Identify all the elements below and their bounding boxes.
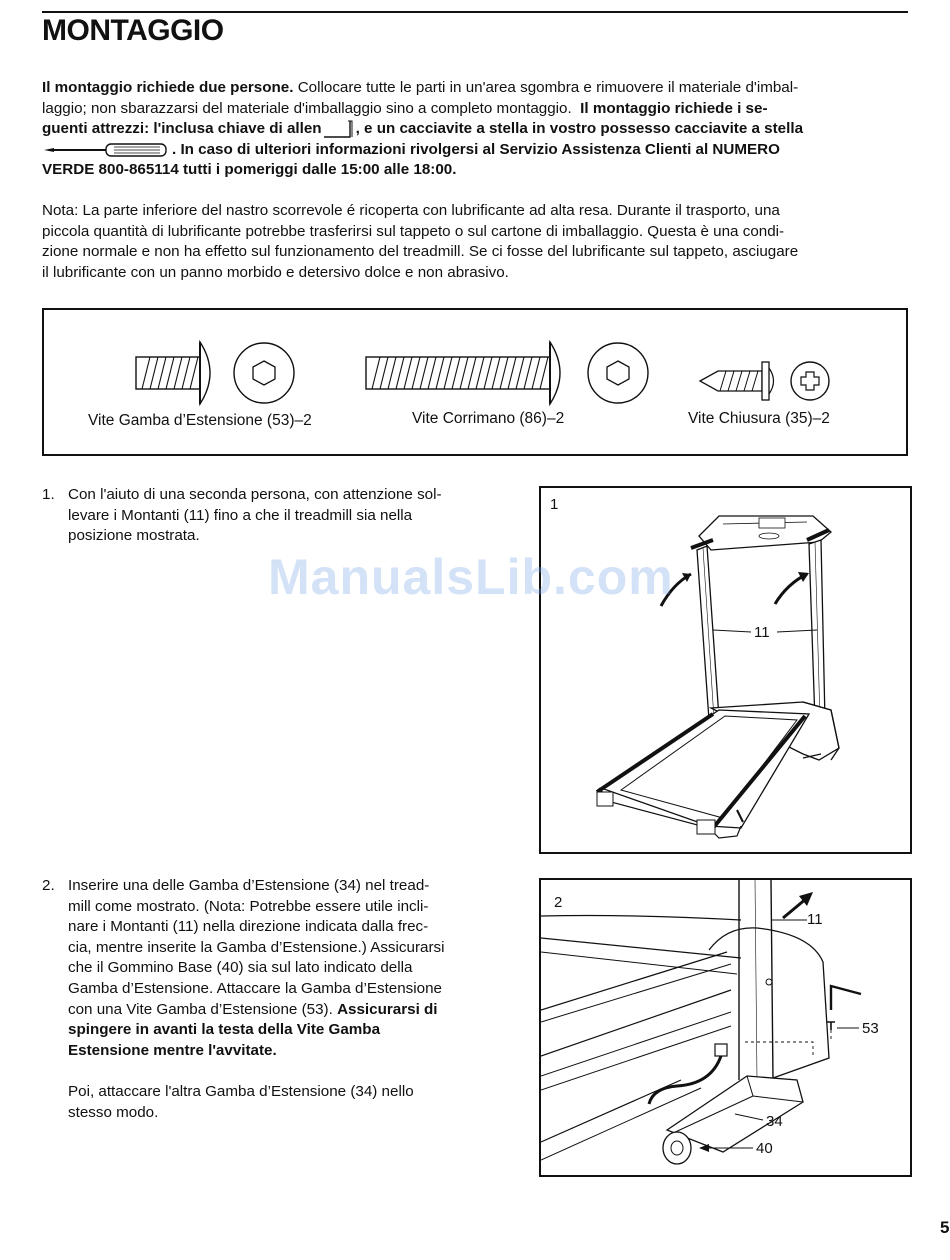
callout-11: 11 <box>754 624 770 641</box>
intro-bold-3: guenti attrezzi: l'inclusa chiave di allen <box>42 120 322 138</box>
nota-line: il lubrificante con un panno morbido e detersivo dolce e non abrasivo. <box>42 263 509 281</box>
figure-number: 2 <box>554 894 563 911</box>
step-2-text <box>42 876 502 1126</box>
step-line: Gamba d’Estensione. Attaccare la Gamba d’Estensione <box>68 979 442 997</box>
top-rule <box>42 11 908 13</box>
intro-text-1: Collocare tutte le parti in un'area sgombra e rimuovere il materiale d'imbal- <box>293 79 799 96</box>
intro-bold-4: , e un cacciavite a stella in vostro possesso cacciavite a stella <box>355 120 804 138</box>
step-bold: Assicurarsi di <box>337 1000 438 1018</box>
phillips-screwdriver-icon <box>42 141 172 159</box>
step-line: nare i Montanti (11) nella direzione indicata dalla frec- <box>68 918 429 936</box>
step-line: con una Vite Gamba d’Estensione (53). <box>68 1000 333 1018</box>
intro-bold-2: Il montaggio richiede i se- <box>580 99 768 117</box>
intro-text-2: laggio; non sbarazzarsi del materiale d'imballaggio sino a completo montaggio. <box>42 99 572 117</box>
nota-line: piccola quantità di lubrificante potrebbe trasferirsi sul tappeto o sul cartone di imballaggio. Questa è una condi- <box>42 222 785 240</box>
phillips-screw-icon <box>696 358 836 404</box>
step-bold: spingere in avanti la testa della Vite Gamba <box>68 1021 381 1039</box>
nota-line: Nota: La parte inferiore del nastro scorrevole é ricoperta con lubrificante ad alta resa. Durante il trasporto, una <box>42 202 780 219</box>
intro-bold-6: VERDE 800-865114 tutti i pomeriggi dalle 15:00 alle 18:00. <box>42 161 457 179</box>
step-line: Inserire una delle Gamba d’Estensione (34) nel tread- <box>68 877 430 894</box>
page-title: MONTAGGIO <box>42 14 224 47</box>
callout-53: 53 <box>862 1020 879 1037</box>
intro-paragraph <box>42 78 908 181</box>
figure-2 <box>539 878 912 1177</box>
step-1-text <box>42 485 502 555</box>
part-label-cover-screw: Vite Chiusura (35)–2 <box>688 410 830 427</box>
page-number: 5 <box>940 1218 950 1237</box>
step-number: 1. <box>42 486 55 503</box>
nota-line: zione normale e non ha effetto sul funzionamento del treadmill. Se ci fosse del lubrificante sul tappeto, asciugare <box>42 243 799 261</box>
extension-leg-illustration <box>541 880 912 1177</box>
step-number: 2. <box>42 877 55 894</box>
hex-bolt-short-icon <box>132 340 302 406</box>
step-line: cia, mentre inserite la Gamba d’Estensione.) Assicurarsi <box>68 938 445 956</box>
part-label-leg-screw: Vite Gamba d’Estensione (53)–2 <box>88 412 312 429</box>
callout-40: 40 <box>756 1140 773 1157</box>
watermark: ManualsLib.com <box>268 549 674 605</box>
step-line: che il Gommino Base (40) sia sul lato indicato della <box>68 959 413 977</box>
step-line: mill come mostrato. (Nota: Potrebbe essere utile incli- <box>68 897 429 915</box>
part-label-handrail-screw: Vite Corrimano (86)–2 <box>412 410 565 427</box>
step-line: stesso modo. <box>68 1103 159 1121</box>
callout-34: 34 <box>766 1113 783 1130</box>
figure-1 <box>539 486 912 854</box>
intro-bold-5: . In caso di ulteriori informazioni rivolgersi al Servizio Assistenza Clienti al NUMERO <box>172 140 780 158</box>
treadmill-upright-illustration <box>541 488 912 854</box>
figure-number: 1 <box>550 496 559 513</box>
parts-box <box>42 308 908 456</box>
hex-bolt-long-icon <box>362 340 652 406</box>
callout-11: 11 <box>807 911 823 928</box>
step-line: Con l'aiuto di una seconda persona, con attenzione sol- <box>68 486 442 503</box>
nota-paragraph <box>42 201 908 283</box>
allen-key-icon <box>322 119 356 139</box>
step-bold: Estensione mentre l'avvitate. <box>68 1041 277 1059</box>
step-line: posizione mostrata. <box>68 527 200 545</box>
intro-bold-1: Il montaggio richiede due persone. <box>42 79 294 96</box>
step-line: levare i Montanti (11) fino a che il treadmill sia nella <box>68 506 413 524</box>
step-line: Poi, attaccare l'altra Gamba d’Estensione (34) nello <box>68 1082 414 1100</box>
